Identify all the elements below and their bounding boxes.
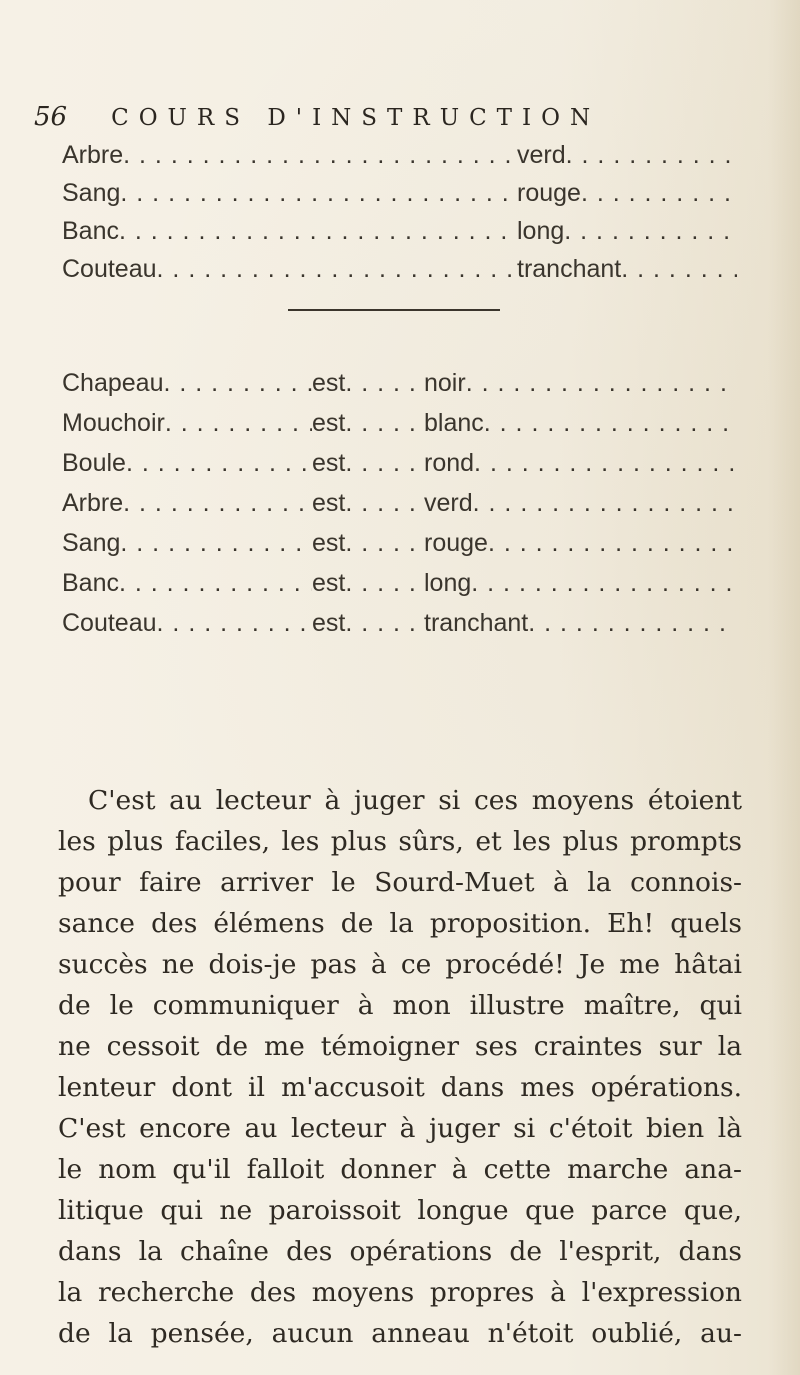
- adjective: verd: [517, 141, 566, 169]
- text-line: succès ne dois-je pas à ce procédé! Je me hâtai: [58, 949, 742, 980]
- verb: est: [312, 409, 346, 437]
- dot-leader: [157, 250, 517, 288]
- dot-leader: [345, 563, 424, 603]
- noun: Mouchoir: [62, 409, 165, 437]
- adjective: verd: [424, 489, 473, 517]
- dot-leader: [528, 603, 737, 643]
- adjective: tranchant: [517, 255, 622, 283]
- dot-leader: [474, 443, 737, 483]
- verb: est: [312, 569, 346, 597]
- adjective: rond: [424, 449, 475, 477]
- text-line: pour faire arriver le Sourd-Muet à la connois-: [58, 867, 742, 898]
- adjective: long: [517, 217, 565, 245]
- dot-leader: [126, 443, 312, 483]
- text-line: sance des élémens de la proposition. Eh! quels: [58, 908, 742, 939]
- noun: Boule: [62, 449, 126, 477]
- adjective: long: [424, 569, 472, 597]
- verb: est: [312, 369, 346, 397]
- dot-leader: [119, 563, 312, 603]
- dot-leader: [119, 212, 517, 250]
- noun: Banc: [62, 569, 119, 597]
- dot-leader: [345, 363, 424, 403]
- dot-leader: [165, 403, 312, 443]
- dot-leader: [123, 136, 517, 174]
- list-item: [62, 603, 737, 643]
- list-item: [62, 563, 737, 603]
- noun-adjective-list: [62, 136, 737, 288]
- noun: Arbre: [62, 489, 124, 517]
- verb: est: [312, 609, 346, 637]
- text-line: dans la chaîne des opérations de l'esprit, dans: [58, 1236, 742, 1267]
- dot-leader: [120, 174, 517, 212]
- body-paragraph: [58, 780, 742, 1354]
- text-line: les plus faciles, les plus sûrs, et les plus prompts: [58, 826, 742, 857]
- dot-leader: [345, 443, 424, 483]
- dot-leader: [345, 523, 424, 563]
- list-item: [62, 363, 737, 403]
- dot-leader: [120, 523, 312, 563]
- dot-leader: [621, 250, 737, 288]
- noun: Sang: [62, 179, 121, 207]
- dot-leader: [471, 563, 737, 603]
- dot-leader: [566, 136, 737, 174]
- adjective: rouge: [517, 179, 581, 207]
- dot-leader: [345, 403, 424, 443]
- list-item: [62, 443, 737, 483]
- list-item: [62, 174, 737, 212]
- page-number: 56: [34, 102, 68, 132]
- list-item: [62, 523, 737, 563]
- noun: Banc: [62, 217, 119, 245]
- text-line: la recherche des moyens propres à l'expression: [58, 1277, 742, 1308]
- list-item: [62, 403, 737, 443]
- dot-leader: [473, 483, 737, 523]
- list-item: [62, 483, 737, 523]
- dot-leader: [345, 483, 424, 523]
- text-line: litique qui ne paroissoit longue que parce que,: [58, 1195, 742, 1226]
- list-item: [62, 250, 737, 288]
- text-line: de le communiquer à mon illustre maître, qui: [58, 990, 742, 1021]
- list-item: [62, 136, 737, 174]
- adjective: tranchant: [424, 609, 529, 637]
- verb: est: [312, 449, 346, 477]
- noun: Couteau: [62, 255, 157, 283]
- dot-leader: [157, 603, 312, 643]
- noun: Chapeau: [62, 369, 164, 397]
- text-line: C'est encore au lecteur à juger si c'étoit bien là: [58, 1113, 742, 1144]
- dot-leader: [488, 523, 737, 563]
- verb: est: [312, 489, 346, 517]
- running-head: [34, 102, 600, 132]
- adjective: blanc: [424, 409, 484, 437]
- noun-verb-adjective-list: [62, 363, 737, 643]
- noun: Sang: [62, 529, 121, 557]
- text-line: lenteur dont il m'accusoit dans mes opérations.: [58, 1072, 742, 1103]
- dot-leader: [345, 603, 424, 643]
- dot-leader: [123, 483, 312, 523]
- text-line: C'est au lecteur à juger si ces moyens étoient: [88, 785, 742, 816]
- dot-leader: [466, 363, 737, 403]
- dot-leader: [581, 174, 737, 212]
- text-line: ne cessoit de me témoigner ses craintes sur la: [58, 1031, 742, 1062]
- noun: Arbre: [62, 141, 124, 169]
- section-divider: [288, 309, 500, 311]
- text-line: le nom qu'il falloit donner à cette marche ana-: [58, 1154, 742, 1185]
- adjective: noir: [424, 369, 466, 397]
- verb: est: [312, 529, 346, 557]
- dot-leader: [163, 363, 312, 403]
- running-title: COURS D'INSTRUCTION: [111, 105, 601, 131]
- adjective: rouge: [424, 529, 488, 557]
- text-line: de la pensée, aucun anneau n'étoit oublié, au-: [58, 1318, 742, 1349]
- noun: Couteau: [62, 609, 157, 637]
- list-item: [62, 212, 737, 250]
- dot-leader: [484, 403, 737, 443]
- dot-leader: [564, 212, 737, 250]
